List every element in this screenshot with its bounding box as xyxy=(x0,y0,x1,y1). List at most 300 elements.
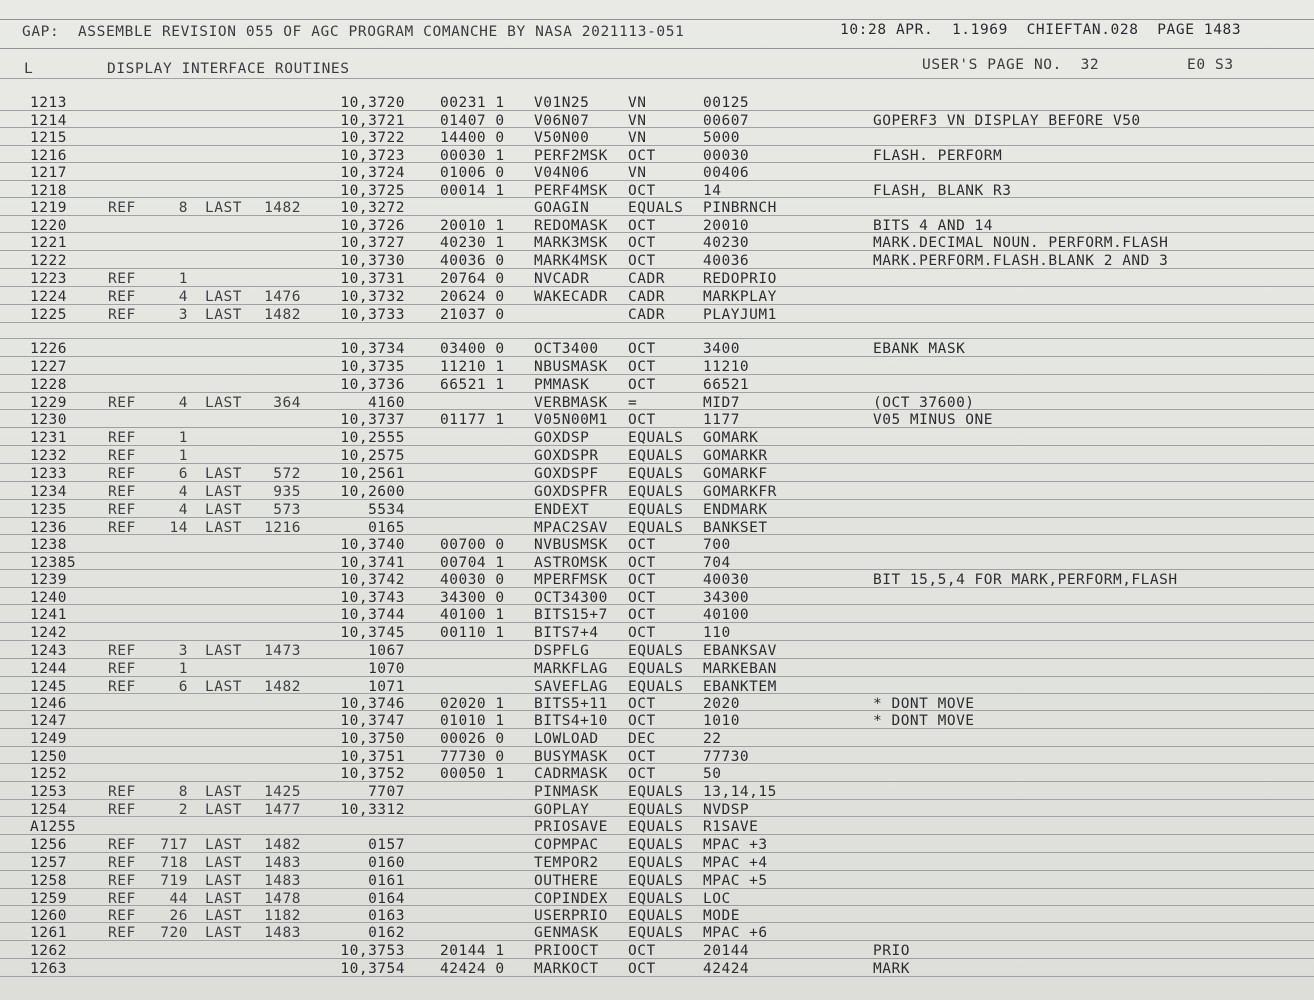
symbol-label: BITS4+10 xyxy=(534,713,608,729)
form-rule xyxy=(0,976,1314,977)
line-number: 1229 xyxy=(30,395,67,411)
form-rule xyxy=(0,110,1314,111)
operand: 110 xyxy=(703,625,731,641)
octal-word: 11210 1 xyxy=(440,359,505,375)
last-marker: LAST xyxy=(205,908,242,924)
symbol-label: MPAC2SAV xyxy=(534,520,608,536)
line-number: 1246 xyxy=(30,696,67,712)
symbol-label: ASTROMSK xyxy=(534,555,608,571)
form-rule xyxy=(0,78,1314,79)
opcode: OCT xyxy=(628,607,656,623)
ref-count: 719 xyxy=(160,873,188,889)
address: 10,3732 xyxy=(340,289,405,305)
symbol-label: PRIOOCT xyxy=(534,943,599,959)
symbol-label: PINMASK xyxy=(534,784,599,800)
line-number: 1249 xyxy=(30,731,67,747)
operand: GOMARKR xyxy=(703,448,768,464)
symbol-label: PRIOSAVE xyxy=(534,819,608,835)
address: 10,3725 xyxy=(340,183,405,199)
ref-count: 6 xyxy=(178,466,188,482)
address: 10,3740 xyxy=(340,537,405,553)
address: 10,2561 xyxy=(340,466,405,482)
address: 10,3721 xyxy=(340,113,405,129)
opcode: EQUALS xyxy=(628,430,684,446)
operand: 40030 xyxy=(703,572,750,588)
line-number: 1217 xyxy=(30,165,67,181)
opcode: EQUALS xyxy=(628,484,684,500)
line-number: 1259 xyxy=(30,891,67,907)
last-marker: LAST xyxy=(205,784,242,800)
ref-count: 8 xyxy=(178,784,188,800)
address: 10,3272 xyxy=(340,200,405,216)
operand: MODE xyxy=(703,908,740,924)
opcode: OCT xyxy=(628,696,656,712)
ref-marker: REF xyxy=(108,448,136,464)
opcode: EQUALS xyxy=(628,873,684,889)
opcode: EQUALS xyxy=(628,466,684,482)
ref-count: 3 xyxy=(178,307,188,323)
ref-count: 717 xyxy=(160,837,188,853)
line-number: 1215 xyxy=(30,130,67,146)
opcode: EQUALS xyxy=(628,520,684,536)
operand: R1SAVE xyxy=(703,819,759,835)
address: 10,3726 xyxy=(340,218,405,234)
line-number: 1263 xyxy=(30,961,67,977)
ref-marker: REF xyxy=(108,802,136,818)
symbol-label: NVCADR xyxy=(534,271,590,287)
opcode: OCT xyxy=(628,218,656,234)
line-number: 1244 xyxy=(30,661,67,677)
line-number: 1245 xyxy=(30,679,67,695)
symbol-label: V05N00M1 xyxy=(534,412,608,428)
ref-marker: REF xyxy=(108,873,136,889)
opcode: EQUALS xyxy=(628,837,684,853)
line-number: 1216 xyxy=(30,148,67,164)
opcode: OCT xyxy=(628,377,656,393)
last-marker: LAST xyxy=(205,855,242,871)
operand: 77730 xyxy=(703,749,750,765)
users-page-number: USER'S PAGE NO. 32 xyxy=(922,57,1100,73)
symbol-label: MARK3MSK xyxy=(534,235,608,251)
opcode: OCT xyxy=(628,412,656,428)
operand: MID7 xyxy=(703,395,740,411)
symbol-label: GOXDSPR xyxy=(534,448,599,464)
last-marker: LAST xyxy=(205,520,242,536)
last-marker: LAST xyxy=(205,484,242,500)
line-number: 1238 xyxy=(30,537,67,553)
octal-word: 21037 0 xyxy=(440,307,505,323)
address: 10,3747 xyxy=(340,713,405,729)
ref-marker: REF xyxy=(108,908,136,924)
ref-marker: REF xyxy=(108,855,136,871)
ref-count: 8 xyxy=(178,200,188,216)
operand: PINBRNCH xyxy=(703,200,777,216)
opcode: CADR xyxy=(628,271,665,287)
operand: REDOPRIO xyxy=(703,271,777,287)
address: 10,3730 xyxy=(340,253,405,269)
symbol-label: V04N06 xyxy=(534,165,590,181)
last-marker: LAST xyxy=(205,643,242,659)
address: 0161 xyxy=(368,873,405,889)
line-number: A1255 xyxy=(30,819,77,835)
ref-count: 720 xyxy=(160,925,188,941)
ref-marker: REF xyxy=(108,466,136,482)
address: 1071 xyxy=(368,679,405,695)
opcode: EQUALS xyxy=(628,819,684,835)
opcode: CADR xyxy=(628,307,665,323)
form-rule xyxy=(0,180,1314,181)
line-number: 1260 xyxy=(30,908,67,924)
operand: 34300 xyxy=(703,590,750,606)
line-number: 1250 xyxy=(30,749,67,765)
symbol-label: GOXDSP xyxy=(534,430,590,446)
ref-marker: REF xyxy=(108,484,136,500)
last-marker: LAST xyxy=(205,679,242,695)
address: 10,3727 xyxy=(340,235,405,251)
symbol-label: CADRMASK xyxy=(534,766,608,782)
address: 10,3735 xyxy=(340,359,405,375)
form-rule xyxy=(0,162,1314,163)
octal-word: 40030 0 xyxy=(440,572,505,588)
last-page: 1476 xyxy=(264,289,301,305)
octal-word: 20010 1 xyxy=(440,218,505,234)
symbol-label: BUSYMASK xyxy=(534,749,608,765)
address: 0162 xyxy=(368,925,405,941)
last-page: 1477 xyxy=(264,802,301,818)
symbol-label: PERF2MSK xyxy=(534,148,608,164)
opcode: EQUALS xyxy=(628,925,684,941)
octal-word: 34300 0 xyxy=(440,590,505,606)
address: 0165 xyxy=(368,520,405,536)
octal-word: 00030 1 xyxy=(440,148,505,164)
ref-marker: REF xyxy=(108,271,136,287)
address: 10,3731 xyxy=(340,271,405,287)
last-page: 1182 xyxy=(264,908,301,924)
ref-count: 2 xyxy=(178,802,188,818)
opcode: EQUALS xyxy=(628,855,684,871)
octal-word: 02020 1 xyxy=(440,696,505,712)
operand: 14 xyxy=(703,183,722,199)
ref-count: 4 xyxy=(178,484,188,500)
last-page: 1482 xyxy=(264,679,301,695)
opcode: VN xyxy=(628,165,647,181)
line-number: 1256 xyxy=(30,837,67,853)
form-rule xyxy=(0,197,1314,198)
ref-count: 4 xyxy=(178,289,188,305)
operand: 50 xyxy=(703,766,722,782)
opcode: OCT xyxy=(628,537,656,553)
address: 10,3737 xyxy=(340,412,405,428)
operand: GOMARKFR xyxy=(703,484,777,500)
last-marker: LAST xyxy=(205,502,242,518)
address: 10,3723 xyxy=(340,148,405,164)
opcode: EQUALS xyxy=(628,661,684,677)
operand: 40230 xyxy=(703,235,750,251)
form-rule xyxy=(0,374,1314,375)
opcode: VN xyxy=(628,130,647,146)
last-marker: LAST xyxy=(205,200,242,216)
ref-count: 6 xyxy=(178,679,188,695)
line-number: 1240 xyxy=(30,590,67,606)
opcode: OCT xyxy=(628,590,656,606)
comment: BIT 15,5,4 FOR MARK,PERFORM,FLASH xyxy=(873,572,1178,588)
operand: 40036 xyxy=(703,253,750,269)
line-number: 1232 xyxy=(30,448,67,464)
symbol-label: SAVEFLAG xyxy=(534,679,608,695)
operand: BANKSET xyxy=(703,520,768,536)
octal-word: 00014 1 xyxy=(440,183,505,199)
octal-word: 00700 0 xyxy=(440,537,505,553)
ref-marker: REF xyxy=(108,643,136,659)
symbol-label: OCT34300 xyxy=(534,590,608,606)
opcode: OCT xyxy=(628,625,656,641)
header-rule-bottom xyxy=(0,48,1314,49)
opcode: EQUALS xyxy=(628,643,684,659)
form-rule xyxy=(0,552,1314,553)
address: 0157 xyxy=(368,837,405,853)
symbol-label: OUTHERE xyxy=(534,873,599,889)
line-number: 1243 xyxy=(30,643,67,659)
operand: 11210 xyxy=(703,359,750,375)
symbol-label: BITS5+11 xyxy=(534,696,608,712)
opcode: OCT xyxy=(628,235,656,251)
octal-word: 40036 0 xyxy=(440,253,505,269)
address: 0163 xyxy=(368,908,405,924)
form-rule xyxy=(0,392,1314,393)
operand: EBANKSAV xyxy=(703,643,777,659)
ref-count: 14 xyxy=(169,520,188,536)
operand: 20010 xyxy=(703,218,750,234)
line-number: 1223 xyxy=(30,271,67,287)
line-number: 1258 xyxy=(30,873,67,889)
address: 10,3741 xyxy=(340,555,405,571)
opcode: OCT xyxy=(628,749,656,765)
octal-word: 03400 0 xyxy=(440,341,505,357)
address: 10,2600 xyxy=(340,484,405,500)
address: 0164 xyxy=(368,891,405,907)
line-number: 1235 xyxy=(30,502,67,518)
operand: 704 xyxy=(703,555,731,571)
ref-marker: REF xyxy=(108,784,136,800)
line-number: 1221 xyxy=(30,235,67,251)
operand: 40100 xyxy=(703,607,750,623)
octal-word: 01177 1 xyxy=(440,412,505,428)
last-marker: LAST xyxy=(205,873,242,889)
address: 1070 xyxy=(368,661,405,677)
address: 4160 xyxy=(368,395,405,411)
form-rule xyxy=(0,145,1314,146)
opcode: OCT xyxy=(628,253,656,269)
last-marker: LAST xyxy=(205,395,242,411)
operand: 00607 xyxy=(703,113,750,129)
opcode: EQUALS xyxy=(628,679,684,695)
symbol-label: GOXDSPFR xyxy=(534,484,608,500)
symbol-label: WAKECADR xyxy=(534,289,608,305)
operand: GOMARK xyxy=(703,430,759,446)
symbol-label: BITS15+7 xyxy=(534,607,608,623)
ref-count: 1 xyxy=(178,661,188,677)
form-rule xyxy=(0,427,1314,428)
octal-word: 00231 1 xyxy=(440,95,505,111)
line-number: 1239 xyxy=(30,572,67,588)
ref-marker: REF xyxy=(108,891,136,907)
address: 5534 xyxy=(368,502,405,518)
address: 10,3312 xyxy=(340,802,405,818)
operand: 3400 xyxy=(703,341,740,357)
comment: * DONT MOVE xyxy=(873,696,975,712)
comment: MARK xyxy=(873,961,910,977)
header-right: 10:28 APR. 1.1969 CHIEFTAN.028 PAGE 1483 xyxy=(840,22,1242,38)
symbol-label: OCT3400 xyxy=(534,341,599,357)
comment: FLASH. PERFORM xyxy=(873,148,1003,164)
last-marker: LAST xyxy=(205,466,242,482)
line-number: 1231 xyxy=(30,430,67,446)
operand: 00125 xyxy=(703,95,750,111)
address: 0160 xyxy=(368,855,405,871)
symbol-label: NBUSMASK xyxy=(534,359,608,375)
address: 10,3744 xyxy=(340,607,405,623)
ref-count: 1 xyxy=(178,271,188,287)
line-number: 1225 xyxy=(30,307,67,323)
symbol-label: V01N25 xyxy=(534,95,590,111)
symbol-label: LOWLOAD xyxy=(534,731,599,747)
symbol-label: V06N07 xyxy=(534,113,590,129)
symbol-label: MARK4MSK xyxy=(534,253,608,269)
symbol-label: MARKOCT xyxy=(534,961,599,977)
last-marker: LAST xyxy=(205,289,242,305)
opcode: EQUALS xyxy=(628,502,684,518)
form-rule xyxy=(0,232,1314,233)
line-number: 1218 xyxy=(30,183,67,199)
ref-count: 1 xyxy=(178,430,188,446)
last-page: 1482 xyxy=(264,837,301,853)
line-number: 1230 xyxy=(30,412,67,428)
address: 10,3733 xyxy=(340,307,405,323)
line-number: 1219 xyxy=(30,200,67,216)
last-marker: LAST xyxy=(205,891,242,907)
last-page: 1483 xyxy=(264,925,301,941)
octal-word: 20144 1 xyxy=(440,943,505,959)
ref-marker: REF xyxy=(108,679,136,695)
ref-count: 718 xyxy=(160,855,188,871)
address: 10,3750 xyxy=(340,731,405,747)
comment: PRIO xyxy=(873,943,910,959)
ref-marker: REF xyxy=(108,661,136,677)
symbol-label: VERBMASK xyxy=(534,395,608,411)
symbol-label: PERF4MSK xyxy=(534,183,608,199)
ref-count: 3 xyxy=(178,643,188,659)
opcode: OCT xyxy=(628,713,656,729)
opcode: OCT xyxy=(628,961,656,977)
symbol-label: GENMASK xyxy=(534,925,599,941)
octal-word: 42424 0 xyxy=(440,961,505,977)
operand: NVDSP xyxy=(703,802,750,818)
form-rule xyxy=(0,763,1314,764)
comment: * DONT MOVE xyxy=(873,713,975,729)
symbol-label: MPERFMSK xyxy=(534,572,608,588)
symbol-label: GOAGIN xyxy=(534,200,590,216)
address: 10,3724 xyxy=(340,165,405,181)
opcode: OCT xyxy=(628,183,656,199)
comment: BITS 4 AND 14 xyxy=(873,218,993,234)
last-page: 364 xyxy=(273,395,301,411)
operand: MPAC +3 xyxy=(703,837,768,853)
opcode: OCT xyxy=(628,555,656,571)
ref-marker: REF xyxy=(108,837,136,853)
line-number: 12385 xyxy=(30,555,77,571)
octal-word: 00026 0 xyxy=(440,731,505,747)
address: 7707 xyxy=(368,784,405,800)
line-number: 1227 xyxy=(30,359,67,375)
operand: 1010 xyxy=(703,713,740,729)
opcode: EQUALS xyxy=(628,891,684,907)
address: 10,3736 xyxy=(340,377,405,393)
last-page: 1483 xyxy=(264,873,301,889)
operand: 2020 xyxy=(703,696,740,712)
line-number: 1261 xyxy=(30,925,67,941)
line-number: 1222 xyxy=(30,253,67,269)
octal-word: 01407 0 xyxy=(440,113,505,129)
octal-word: 14400 0 xyxy=(440,130,505,146)
operand: 20144 xyxy=(703,943,750,959)
address: 10,3742 xyxy=(340,572,405,588)
line-number: 1213 xyxy=(30,95,67,111)
address: 10,3743 xyxy=(340,590,405,606)
last-page: 1216 xyxy=(264,520,301,536)
operand: 00406 xyxy=(703,165,750,181)
form-rule xyxy=(0,728,1314,729)
operand: MPAC +6 xyxy=(703,925,768,941)
address: 10,3751 xyxy=(340,749,405,765)
form-rule xyxy=(0,781,1314,782)
symbol-label: TEMPOR2 xyxy=(534,855,599,871)
section-letter: L xyxy=(24,61,34,77)
operand: GOMARKF xyxy=(703,466,768,482)
ref-marker: REF xyxy=(108,395,136,411)
symbol-label: GOPLAY xyxy=(534,802,590,818)
octal-word: 01010 1 xyxy=(440,713,505,729)
address: 10,3722 xyxy=(340,130,405,146)
octal-word: 20624 0 xyxy=(440,289,505,305)
operand: 00030 xyxy=(703,148,750,164)
symbol-label: V50N00 xyxy=(534,130,590,146)
opcode: OCT xyxy=(628,359,656,375)
opcode: DEC xyxy=(628,731,656,747)
ref-marker: REF xyxy=(108,289,136,305)
comment: MARK.DECIMAL NOUN. PERFORM.FLASH xyxy=(873,235,1169,251)
line-number: 1254 xyxy=(30,802,67,818)
comment: GOPERF3 VN DISPLAY BEFORE V50 xyxy=(873,113,1141,129)
ref-marker: REF xyxy=(108,520,136,536)
ref-marker: REF xyxy=(108,200,136,216)
symbol-label: ENDEXT xyxy=(534,502,590,518)
line-number: 1214 xyxy=(30,113,67,129)
octal-word: 00704 1 xyxy=(440,555,505,571)
opcode: OCT xyxy=(628,943,656,959)
symbol-label: GOXDSPF xyxy=(534,466,599,482)
operand: ENDMARK xyxy=(703,502,768,518)
form-rule xyxy=(0,338,1314,339)
symbol-label: COPMPAC xyxy=(534,837,599,853)
last-marker: LAST xyxy=(205,307,242,323)
opcode: EQUALS xyxy=(628,200,684,216)
line-number: 1247 xyxy=(30,713,67,729)
octal-word: 01006 0 xyxy=(440,165,505,181)
comment: (OCT 37600) xyxy=(873,395,975,411)
symbol-label: DSPFLG xyxy=(534,643,590,659)
comment: FLASH, BLANK R3 xyxy=(873,183,1012,199)
last-page: 935 xyxy=(273,484,301,500)
